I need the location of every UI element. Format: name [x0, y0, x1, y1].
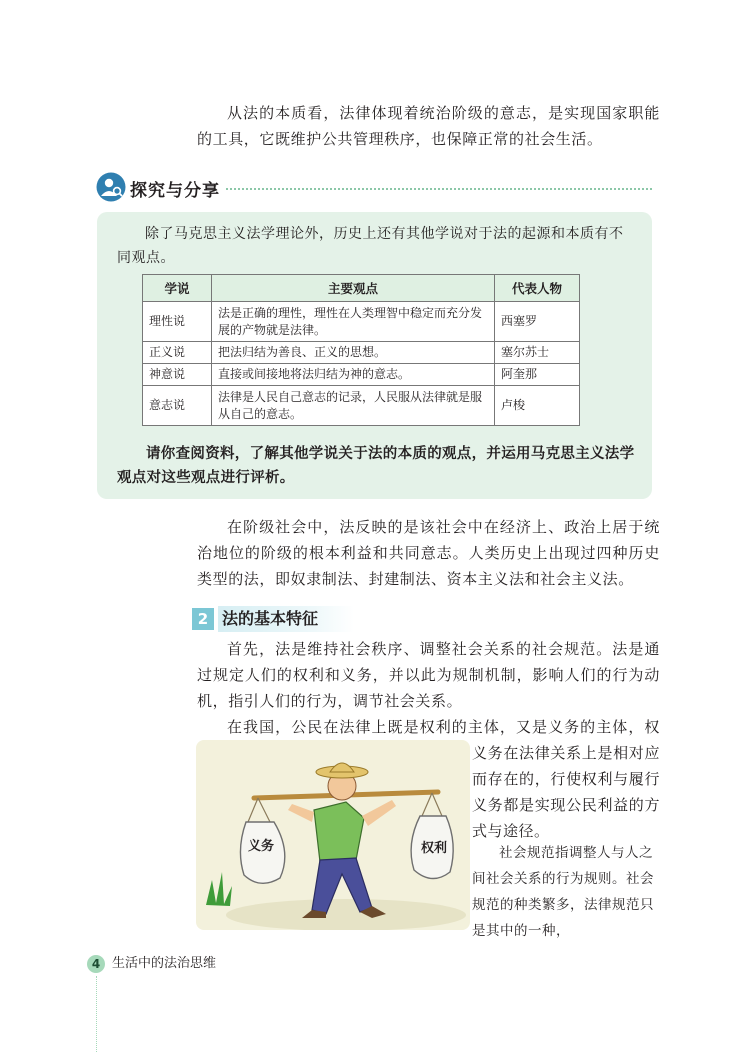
table-row: [143, 302, 580, 342]
paragraph-rights-duties-rest: 义务在法律关系上是相对应而存在的，行使权利与履行义务都是实现公民利益的方式与途径。: [472, 744, 660, 840]
explore-intro: 除了马克思主义法学理论外，历史上还有其他学说对于法的起源和本质有不同观点。: [117, 226, 624, 266]
explore-task: 请你查阅资料，了解其他学说关于法的本质的观点，并运用马克思主义法学观点对这些观点进行评析。: [117, 446, 635, 486]
table-cell-theory: 意志说: [143, 386, 212, 426]
bag-label-duty: 义务: [247, 839, 275, 854]
table-cell-person: 卢梭: [495, 386, 580, 426]
grass-icon: [206, 872, 232, 906]
bag-label-right: 权利: [420, 841, 448, 856]
table-cell-person: 西塞罗: [495, 302, 580, 342]
illustration-carrying-pole: [196, 740, 470, 930]
paragraph-norms: 首先，法是维持社会秩序、调整社会关系的社会规范。法是通过规定人们的权利和义务，并以此为规制机制，影响人们的行为动机，指引人们的行为，调节社会关系。: [197, 640, 660, 710]
explore-title: 探究与分享: [130, 181, 220, 201]
table-cell-view: 把法归结为善良、正义的思想。: [212, 342, 495, 364]
footer-dotted-line: [96, 976, 97, 1052]
section-title: 法的基本特征: [218, 606, 354, 632]
table-row: [143, 342, 580, 364]
table-cell-person: 塞尔苏士: [495, 342, 580, 364]
man-carrying-bags-illustration: [196, 740, 470, 930]
table-header-theory: 学说: [143, 275, 212, 302]
side-note: 社会规范指调整人与人之间社会关系的行为规则。社会规范的种类繁多，法律规范只是其中的一种，: [472, 845, 654, 939]
table-cell-theory: 正义说: [143, 342, 212, 364]
table-cell-theory: 神意说: [143, 364, 212, 386]
table-row: [143, 386, 580, 426]
table-header-row: [143, 275, 580, 302]
table-cell-theory: 理性说: [143, 302, 212, 342]
table-cell-view: 直接或间接地将法归结为神的意志。: [212, 364, 495, 386]
paragraph-intro: 从法的本质看，法律体现着统治阶级的意志，是实现国家职能的工具，它既维护公共管理秩序，也保障正常的社会生活。: [197, 104, 660, 148]
theories-table: [142, 274, 580, 426]
table-row: [143, 364, 580, 386]
table-cell-view: 法律是人民自己意志的记录，人民服从法律就是服从自己的意志。: [212, 386, 495, 426]
table-header-person: 代表人物: [495, 275, 580, 302]
section-number: 2: [192, 608, 214, 630]
explore-header: [96, 170, 656, 206]
dotted-divider: [226, 188, 652, 190]
table-cell-view: 法是正确的理性，理性在人类理智中稳定而充分发展的产物就是法律。: [212, 302, 495, 342]
footer-book-title: 生活中的法治思维: [112, 956, 217, 971]
paragraph-class-society: 在阶级社会中，法反映的是该社会中在经济上、政治上居于统治地位的阶级的根本利益和共同意志。人类历史上出现过四种历史类型的法，即奴隶制法、封建制法、资本主义法和社会主义法。: [197, 518, 660, 588]
table-header-view: 主要观点: [212, 275, 495, 302]
explore-box: [97, 212, 652, 499]
person-search-icon: [96, 172, 126, 202]
table-cell-person: 阿奎那: [495, 364, 580, 386]
paragraph-rights-duties-first-line: 在我国，公民在法律上既是权利的主体，又是义务的主体，权: [227, 718, 660, 736]
page-number: 4: [87, 955, 105, 973]
